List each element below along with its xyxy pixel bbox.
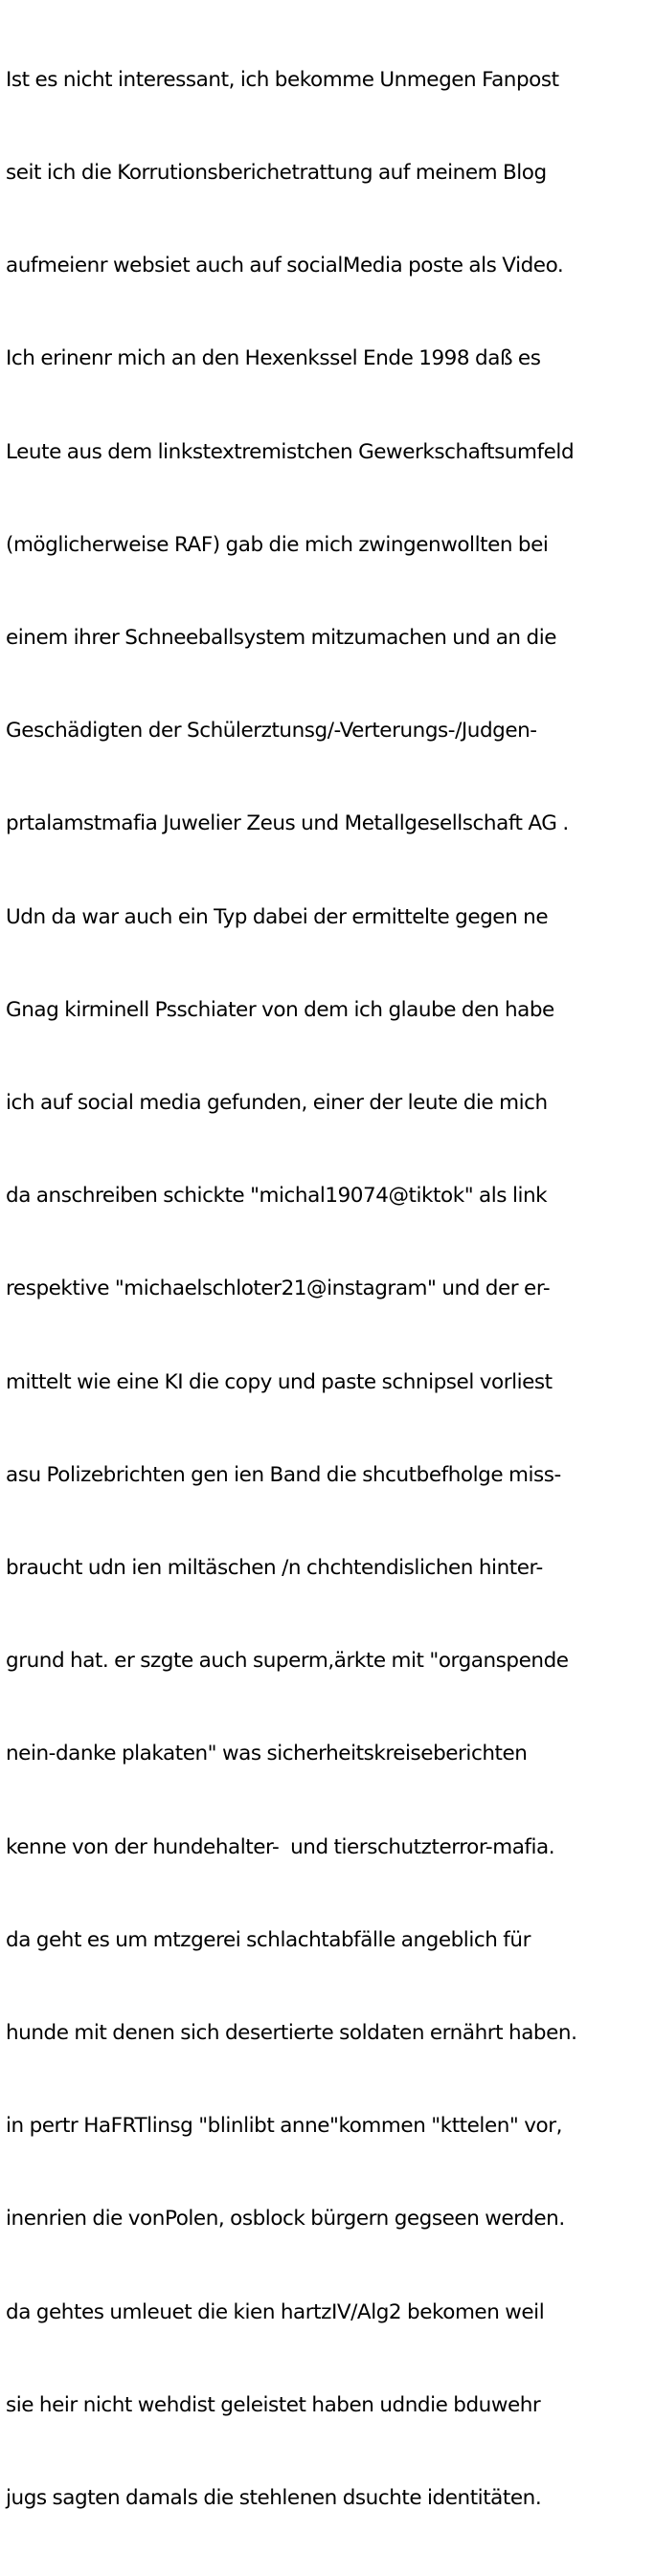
text-line: braucht udn ien miltäschen /n chchtendislichen hinter- xyxy=(6,1556,543,1581)
text-line: (möglicherweise RAF) gab die mich zwingenwollten bei xyxy=(6,532,549,557)
text-line: prtalamstmafia Juwelier Zeus und Metallgesellschaft AG . xyxy=(6,811,569,836)
text-line: hunde mit denen sich desertierte soldaten ernährt haben. xyxy=(6,2021,577,2046)
text-line: asu Polizebrichten gen ien Band die shcutbefholge miss- xyxy=(6,1462,561,1487)
text-line: da gehtes umleuet die kien hartzIV/Alg2 bekomen weil xyxy=(6,2299,545,2324)
text-line: nein-danke plakaten" was sicherheitskreiseberichten xyxy=(6,1742,528,1766)
text-line: grund hat. er szgte auch superm,ärkte mit "organspende xyxy=(6,1649,569,1674)
text-line: mittelt wie eine KI die copy und paste schnipsel vorliest xyxy=(6,1369,553,1394)
text-line: Ist es nicht interessant, ich bekomme Unmegen Fanpost xyxy=(6,67,559,92)
text-line: Ich erinenr mich an den Hexenkssel Ende 1998 daß es xyxy=(6,346,541,371)
text-line: Gnag kirminell Psschiater von dem ich glaube den habe xyxy=(6,997,554,1022)
text-line: Geschädigten der Schülerztunsg/-Verterungs-/Judgen- xyxy=(6,719,537,744)
document-text xyxy=(6,3,653,2576)
text-line: einem ihrer Schneeballsystem mitzumachen und an die xyxy=(6,626,556,651)
text-line: jugs sagten damals die stehlenen dsuchte identitäten. xyxy=(6,2486,542,2511)
text-line: Udn da war auch ein Typ dabei der ermittelte gegen ne xyxy=(6,904,549,929)
text-line: ich auf social media gefunden, einer der leute die mich xyxy=(6,1091,548,1116)
text-line: da geht es um mtzgerei schlachtabfälle angeblich für xyxy=(6,1927,531,1952)
text-line: in pertr HaFRTlinsg "blinlibt anne"kommen "kttelen" vor, xyxy=(6,2114,562,2139)
text-line: sie heir nicht wehdist geleistet haben udndie bduwehr xyxy=(6,2392,541,2417)
text-line: kenne von der hundehalter- und tierschutzterror-mafia. xyxy=(6,1834,555,1859)
text-line: Leute aus dem linkstextremistchen Gewerkschaftsumfeld xyxy=(6,439,575,464)
text-line: respektive "michaelschloter21@instagram" und der er- xyxy=(6,1277,551,1301)
text-line: da anschreiben schickte "michal19074@tiktok" als link xyxy=(6,1184,548,1209)
text-line: inenrien die vonPolen, osblock bürgern gegseen werden. xyxy=(6,2207,565,2232)
text-line: aufmeienr websiet auch auf socialMedia poste als Video. xyxy=(6,254,564,278)
text-line: seit ich die Korrutionsberichetrattung auf meinem Blog xyxy=(6,161,547,186)
